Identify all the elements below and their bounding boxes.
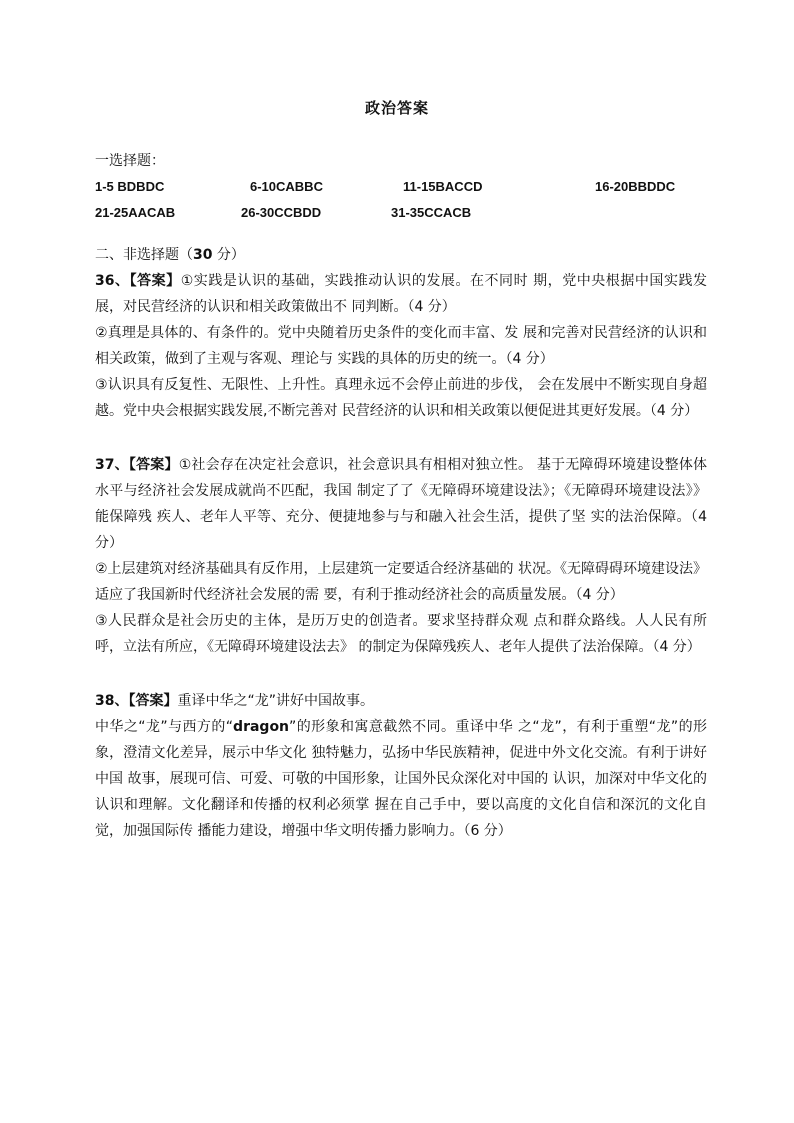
q38-body (95, 714, 707, 844)
q36-point-2: ②真理是具体的、有条件的。党中央随着历史条件的变化而丰富、发 展和完善对民营经济的认识和相关政策，做到了主观与客观、理论与 实践的具体的历史的统一。（4 分） (95, 325, 707, 367)
nonmc-heading-score: 30 (193, 247, 213, 263)
nonmc-heading (95, 242, 707, 268)
page-title: 政治答案 (364, 99, 429, 117)
q36-point-1-text: ①实践是认识的基础，实践推动认识的发展。在不同时 期，党中央根据中国实践发展，对民营经济的认识和相关政策做出不 同判断。（4 分） (95, 273, 708, 315)
q38-body-part-2: ”的形象和寓意截然不同。重译中华 之“龙”，有利于重塑“龙”的形象，澄清文化差异，展示中华文化 独特魅力，弘扬中华民族精神，促进中外文化交流。有利于讲好中国 故事，展现可信、可爱、可敬的中国形象，让国外民众深化对中国的 认识，加深对中华文化的认识和理解。文化翻译和传播的权利必须掌 握在自己手中，要以高度的文化自信和深沉的文化自觉，加强国际传 播能力建设，增强中华文明传播力影响力。（6 分） (95, 719, 707, 839)
q37-answer-tag: 【答案】 (128, 457, 179, 473)
mc-answer-group: 31-35CCACB (391, 205, 472, 220)
mc-answer-group: 6-10CABBC (250, 179, 323, 194)
q37-point-2: ②上层建筑对经济基础具有反作用，上层建筑一定要适合经济基础的 状况。《无障碍碍环境建设法》适应了我国新时代经济社会发展的需 要，有利于推动经济社会的高质量发展。（4 分） (95, 561, 707, 603)
q38-body-part-1: 中华之“龙”与西方的“ (95, 719, 234, 735)
nonmc-heading-prefix: 二、非选择题（ (95, 247, 193, 263)
q36-point-1 (95, 268, 707, 320)
mc-answers-row-2 (95, 200, 707, 226)
q36-answer-tag: 【答案】 (129, 273, 181, 289)
q36-point-3: ③认识具有反复性、无限性、上升性。真理永远不会停止前进的步伐， 会在发展中不断实现自身超越。党中央会根据实践发展,不断完善对 民营经济的认识和相关政策以便促进其更好发展。（4 分） (95, 377, 707, 419)
mc-answer-group: 21-25AACAB (95, 205, 176, 220)
q37-number: 37、 (95, 457, 129, 473)
q38-lead: 重译中华之“龙”讲好中国故事。 (177, 693, 374, 709)
q37-point-1-text: ①社会存在决定社会意识，社会意识具有相相对独立性。 基于无障碍环境建设整体体水平与经济社会发展成就尚不匹配，我国 制定了了《无障碍环境建设法》；《无障碍环境建设法》》能保障残 疾人、老年人平等、充分、便捷地参与与和融入社会生活，提供了坚 实的法治保障。（4 分） (95, 457, 708, 551)
answer-content (95, 148, 707, 844)
q37-point-3: ③人民群众是社会历史的主体，是历万史的创造者。要求坚持群众观 点和群众路线。人人民有所呼，立法有所应，《无障碍环境建设法去》 的制定为保障残疾人、老年人提供了法治保障。（4 分） (95, 613, 707, 655)
mc-answer-group: 26-30CCBDD (241, 205, 322, 220)
q36-number: 36、 (95, 273, 130, 289)
mc-answer-group: 11-15BACCD (403, 179, 483, 194)
nonmc-heading-suffix: 分） (212, 247, 245, 263)
mc-answers-row-1 (95, 174, 707, 200)
q38-number: 38、 (95, 693, 129, 709)
mc-answer-group: 1-5 BDBDC (95, 179, 165, 194)
mc-heading: 一选择题： (95, 153, 165, 169)
q38-heading (95, 688, 707, 714)
q38-answer-tag: 【答案】 (128, 693, 178, 709)
q38-dragon-word: dragon (233, 719, 290, 735)
mc-answer-group: 16-20BBDDC (595, 179, 676, 194)
q37-point-1 (95, 452, 707, 556)
